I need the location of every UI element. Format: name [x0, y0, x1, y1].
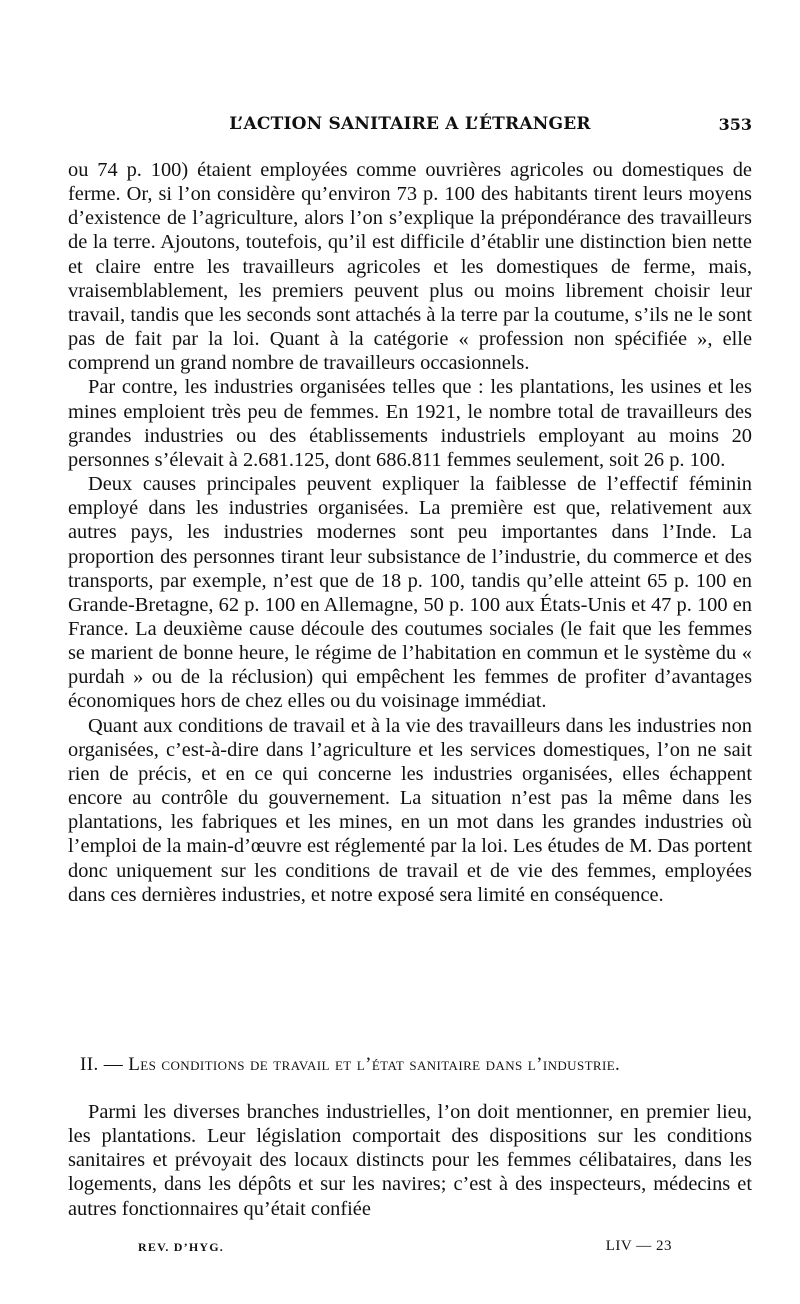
footer-sheet-mark: LIV — 23 — [605, 1238, 672, 1254]
paragraph-continuation: ou 74 p. 100) étaient employées comme ouvrières agricoles ou domestiques de ferme. Or, si l’on considère qu’environ 73 p. 100 des habitants tirent leurs moyens d’existence de l’agriculture, alors l’on s’explique la prépondérance des travailleurs de la terre. Ajoutons, toutefois, qu’il est difficile d’établir une distinction bien nette et claire entre les travailleurs agricoles et les domestiques de ferme, mais, vraisemblablement, les premiers peuvent plus ou moins librement choisir leur travail, tandis que les seconds sont attachés à la terre par la coutume, s’ils ne le sont pas de fait par la loi. Quant à la catégorie « profession non spécifiée », elle comprend un grand nombre de travailleurs occasionnels. — [68, 159, 752, 375]
running-title: L’ACTION SANITAIRE A L’ÉTRANGER — [229, 114, 591, 134]
section-body — [68, 1100, 752, 1221]
paragraph-two-causes: Deux causes principales peuvent expliquer la faiblesse de l’effectif féminin employé dans les industries organisées. La première est que, relativement aux autres pays, les industries modernes sont peu importantes dans l’Inde. La proportion des personnes tirant leur subsistance de l’industrie, du commerce et des transports, par exemple, n’est que de 18 p. 100, tandis qu’elle atteint 65 p. 100 en Grande-Bretagne, 62 p. 100 en Allemagne, 50 p. 100 aux États-Unis et 47 p. 100 en France. La deuxième cause découle des coutumes sociales (le fait que les femmes se marient de bonne heure, le régime de l’habitation en commun et le système du « purdah » ou de la réclusion) qui empêchent les femmes de profiter d’avantages économiques hors de chez elles ou du voisinage immédiat. — [68, 473, 752, 713]
footer-signature: REV. D’HYG. — [138, 1240, 224, 1254]
page-number: 353 — [718, 115, 752, 134]
paragraph-working-conditions: Quant aux conditions de travail et à la vie des travailleurs dans les industries non organisées, c’est-à-dire dans l’agriculture et les services domestiques, l’on ne sait rien de précis, et en ce qui concerne les industries organisées, elles échappent encore au contrôle du gouvernement. La situation n’est pas la même dans les plantations, les fabriques et les mines, en un mot dans les grandes industries où l’emploi de la main-d’œuvre est réglementé par la loi. Les études de M. Das portent donc uniquement sur les conditions de travail et de vie des femmes, employées dans ces dernières industries, et notre exposé sera limité en conséquence. — [68, 714, 752, 906]
section-heading: II. — Les conditions de travail et l’état sanitaire dans l’industrie. — [80, 1054, 621, 1075]
body-text — [68, 158, 752, 907]
paragraph-plantations: Parmi les diverses branches industrielles, l’on doit mentionner, en premier lieu, les plantations. Leur législation comportait des dispositions sur les conditions sanitaires et prévoyait des locaux distincts pour les femmes célibataires, dans les logements, dans les dépôts et sur les navires; c’est à des inspecteurs, médecins et autres fonctionnaires qu’était confiée — [68, 1101, 752, 1220]
page-footer — [68, 1240, 752, 1262]
paragraph-organized-industries: Par contre, les industries organisées telles que : les plantations, les usines et les mines emploient très peu de femmes. En 1921, le nombre total de travailleurs des grandes industries ou des établissements industriels employant au moins 20 personnes s’élevait à 2.681.125, dont 686.811 femmes seulement, soit 26 p. 100. — [68, 376, 752, 471]
running-head — [68, 114, 752, 138]
